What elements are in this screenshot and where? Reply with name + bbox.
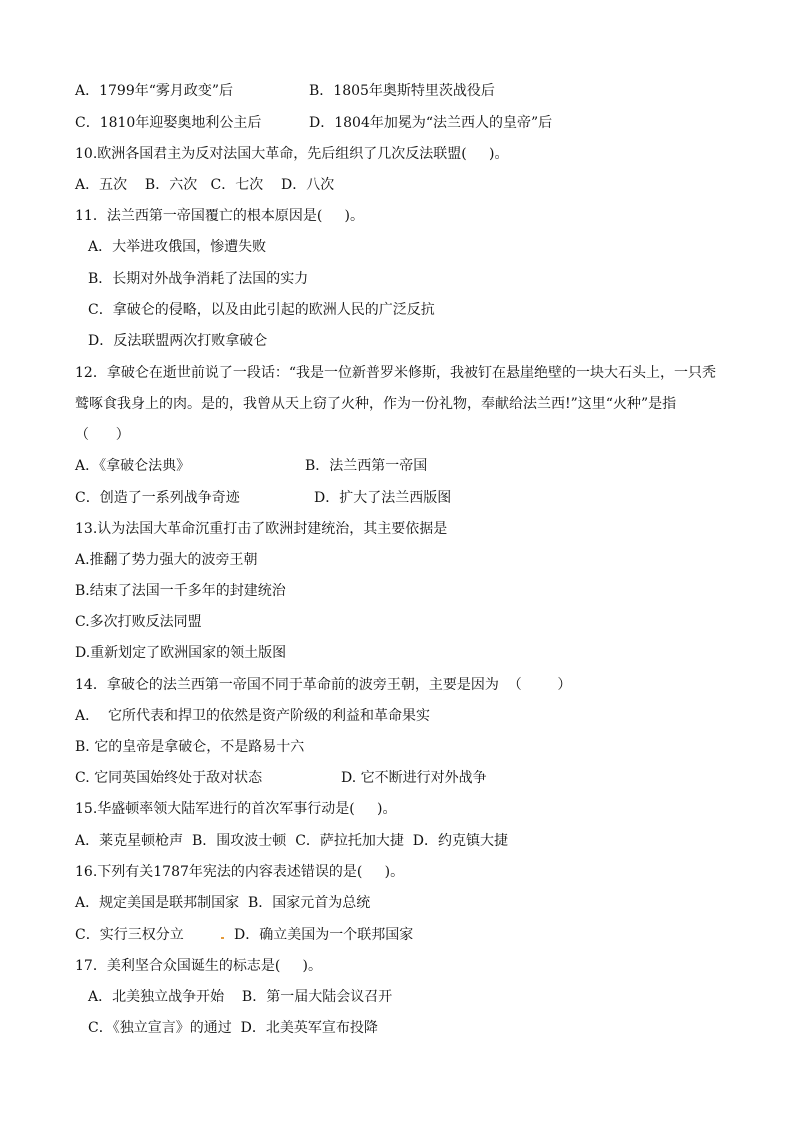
question-12-line-2: 鹫啄食我身上的肉。是的，我曾从天上窃了火种，作为一份礼物，奉献给法兰西!”这里“火种”是指 [75, 396, 677, 412]
q17-options-cd: C．《独立宣言》的通过 D．北美英军宣布投降 [88, 1020, 378, 1036]
q13-option-b: B.结束了法国一千多年的封建统治 [75, 583, 286, 599]
question-10: 10.欧洲各国君主为反对法国大革命，先后组织了几次反法联盟( )。 [75, 146, 509, 162]
q14-option-b: B. 它的皇帝是拿破仑，不是路易十六 [75, 739, 305, 755]
q9-option-c: C．1810年迎娶奥地利公主后 [75, 115, 262, 131]
question-12-line-1: 12．拿破仑在逝世前说了一段话：“我是一位新普罗米修斯，我被钉在悬崖绝壁的一块大石头上，一只秃 [75, 365, 716, 381]
q14-option-a: A． 它所代表和捍卫的依然是资产阶级的利益和革命果实 [75, 708, 431, 724]
q16-option-d: D．确立美国为一个联邦国家 [234, 927, 414, 943]
q13-option-d: D.重新划定了欧洲国家的领土版图 [75, 645, 287, 661]
question-16: 16.下列有关1787年宪法的内容表述错误的是( )。 [75, 864, 405, 880]
q12-option-d: D．扩大了法兰西版图 [314, 490, 452, 506]
q12-option-b: B．法兰西第一帝国 [305, 458, 428, 474]
q11-option-d: D．反法联盟两次打败拿破仑 [88, 333, 268, 349]
q11-option-b: B．长期对外战争消耗了法国的实力 [88, 271, 309, 287]
q13-option-a: A.推翻了势力强大的波旁王朝 [75, 552, 258, 568]
q9-option-b: B．1805年奥斯特里茨战役后 [309, 83, 495, 99]
question-14: 14．拿破仑的法兰西第一帝国不同于革命前的波旁王朝，主要是因为 （ ） [75, 677, 572, 693]
q17-options-ab: A．北美独立战争开始 B．第一届大陆会议召开 [88, 989, 393, 1005]
q10-options: A．五次 B．六次 C．七次 D．八次 [75, 177, 335, 193]
q12-option-c: C．创造了一系列战争奇迹 [75, 490, 240, 506]
q16-options-ab: A．规定美国是联邦制国家 B．国家元首为总统 [75, 895, 371, 911]
q14-option-c: C. 它同英国始终处于敌对状态 [75, 770, 263, 786]
question-17: 17．美利坚合众国诞生的标志是( )。 [75, 958, 322, 974]
question-12-line-3: （ ） [75, 427, 130, 443]
q13-option-c: C.多次打败反法同盟 [75, 614, 202, 630]
q16-option-c: C．实行三权分立 [75, 927, 184, 943]
q9-option-a: A．1799年“雾月政变”后 [75, 83, 234, 99]
q11-option-a: A．大举进攻俄国，惨遭失败 [88, 239, 267, 255]
q9-option-d: D．1804年加冕为“法兰西人的皇帝”后 [309, 115, 553, 131]
q14-option-d: D. 它不断进行对外战争 [341, 770, 487, 786]
question-15: 15.华盛顿率领大陆军进行的首次军事行动是( )。 [75, 801, 397, 817]
q11-option-c: C．拿破仑的侵略，以及由此引起的欧洲人民的广泛反抗 [88, 302, 435, 318]
question-11: 11．法兰西第一帝国覆亡的根本原因是( )。 [75, 208, 364, 224]
q15-options: A．莱克星顿枪声 B．围攻波士顿 C．萨拉托加大捷 D．约克镇大捷 [75, 833, 509, 849]
stray-mark [221, 937, 224, 939]
question-13: 13.认为法国大革命沉重打击了欧洲封建统治，其主要依据是 [75, 521, 448, 537]
q12-option-a: A．《拿破仑法典》 [75, 458, 191, 474]
